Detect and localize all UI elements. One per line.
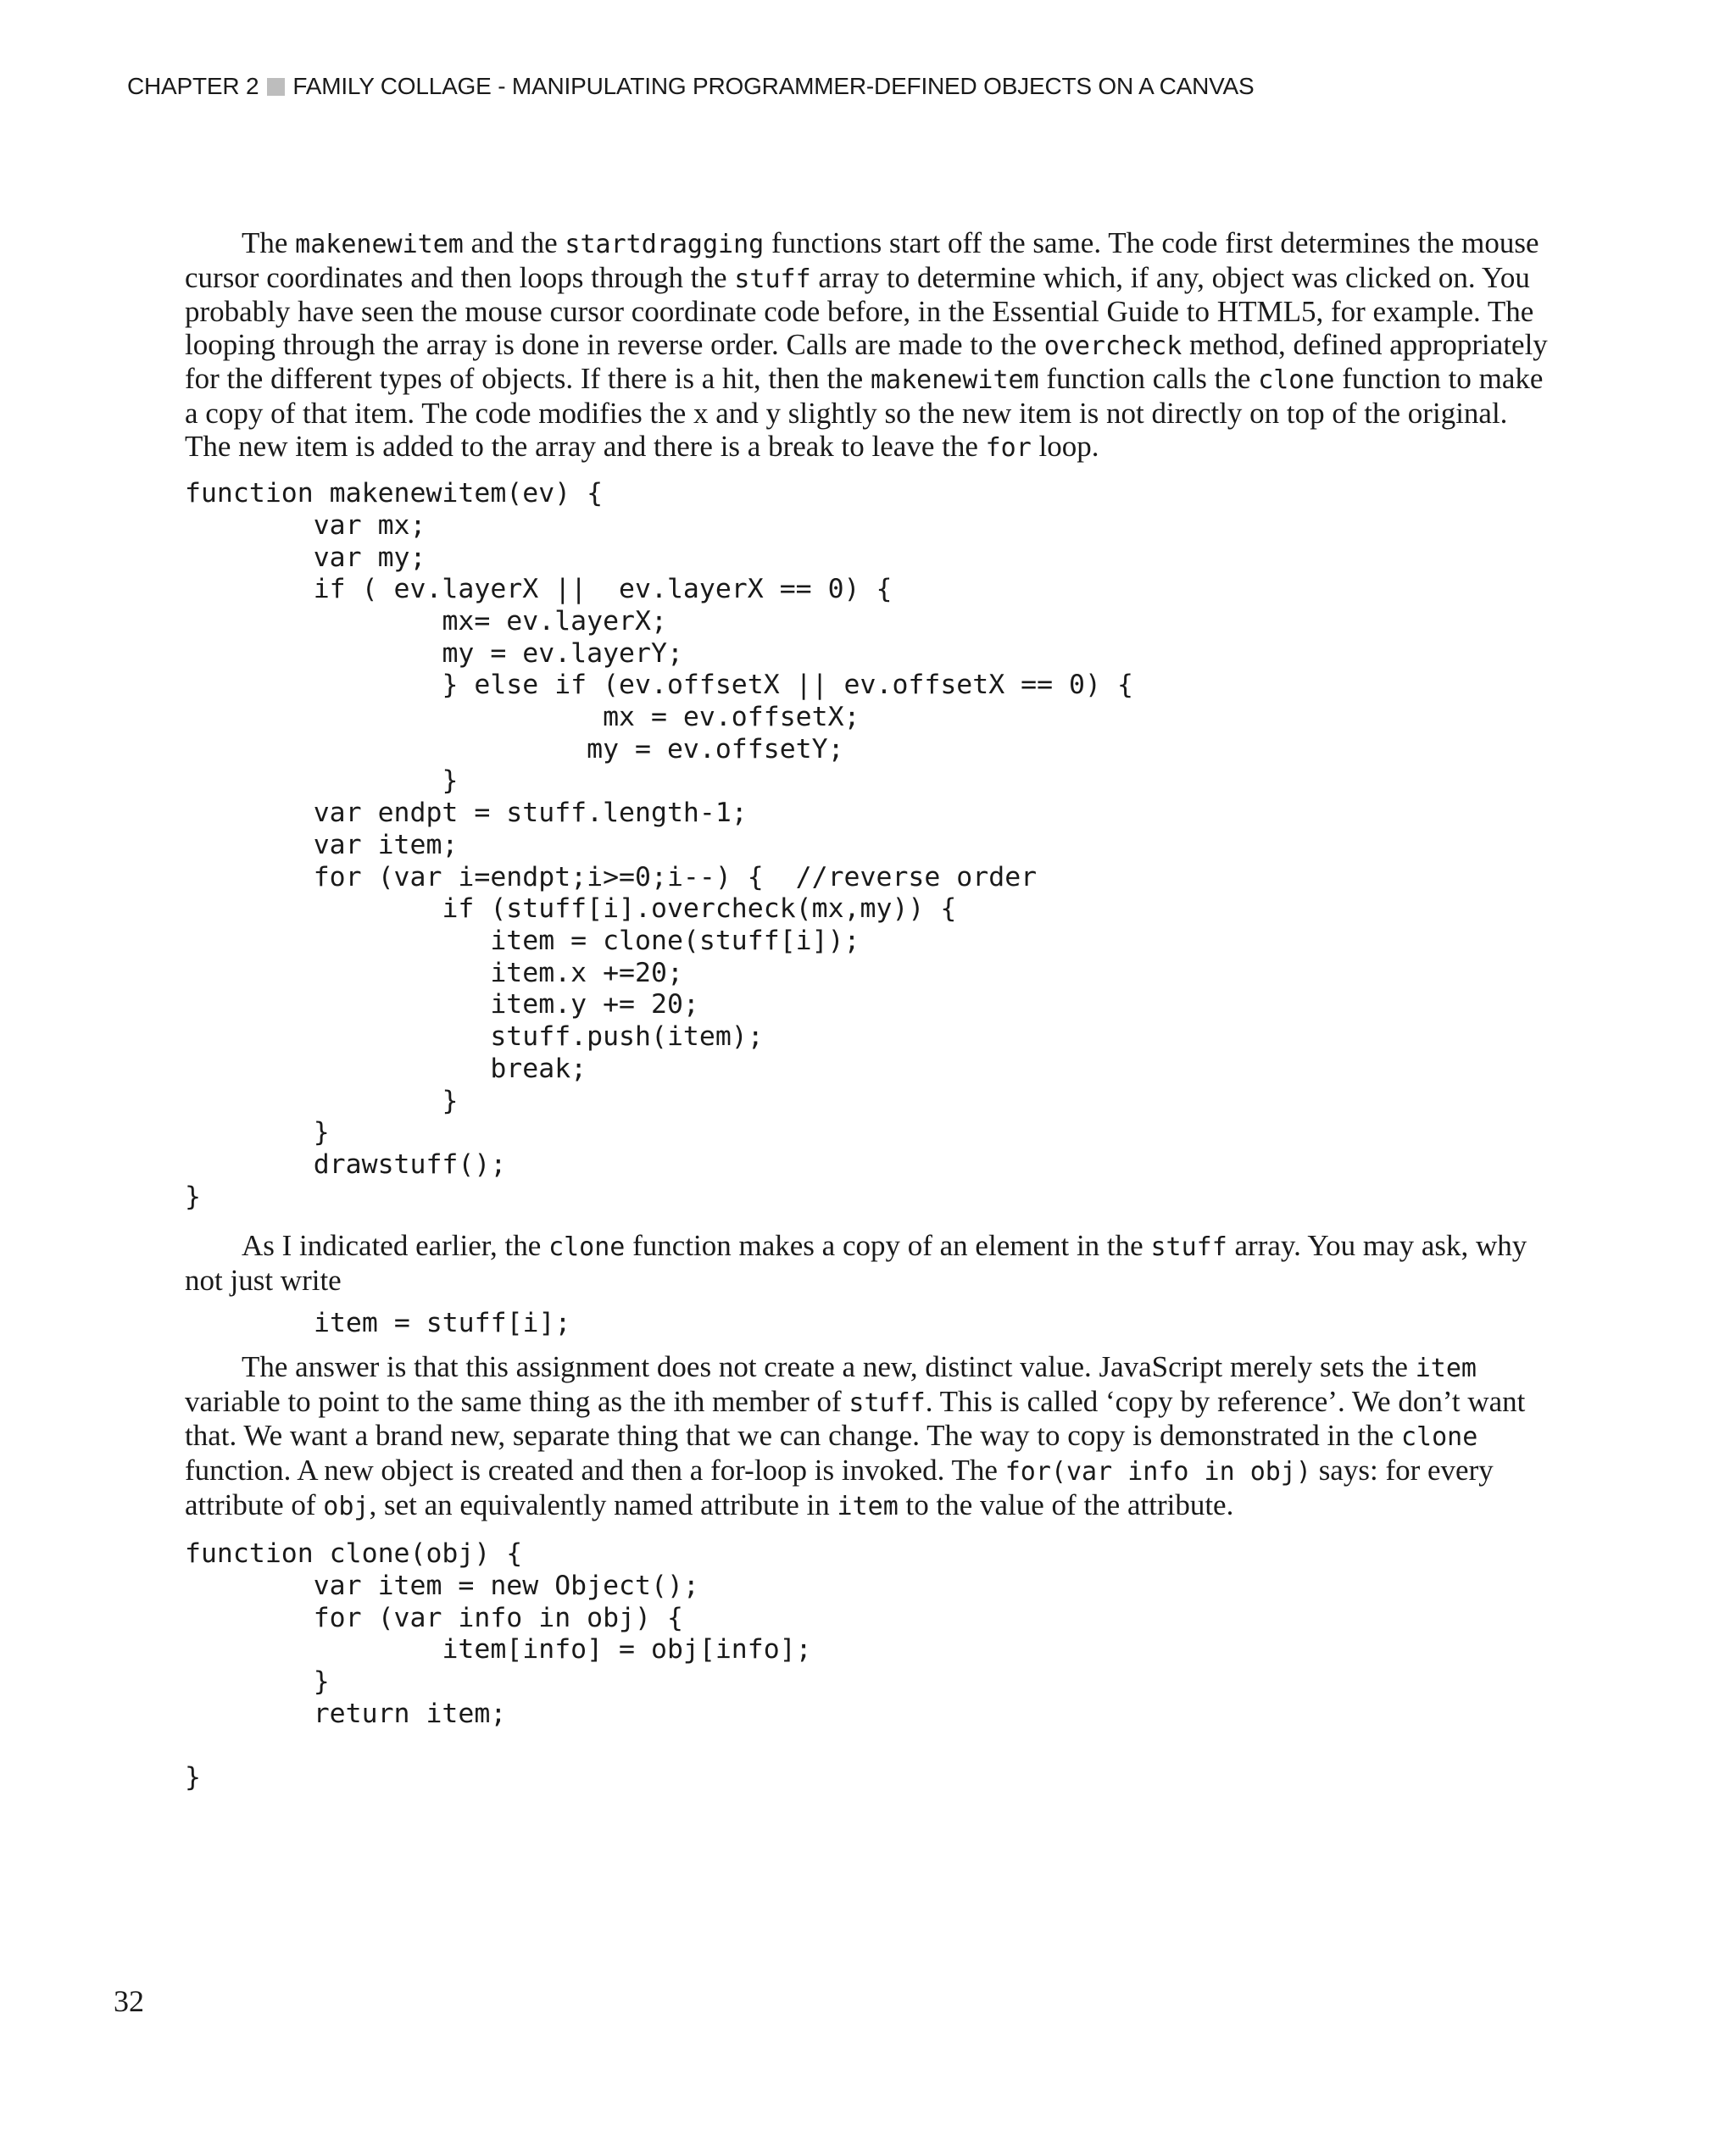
paragraph-makenewitem-explanation — [185, 227, 1551, 464]
text-run: function calls the — [1038, 362, 1259, 396]
text-run: method, defined appropriately for the different types of objects. If there is a hit, then the — [185, 327, 1548, 396]
text-run: function to make a copy of that item. The code modifies the x and y slightly so the new item is not directly on top of the original. The new item is added to the array and there is a break to leave the — [185, 362, 1544, 463]
inline-code: makenewitem — [870, 365, 1039, 396]
inline-code: clone — [1400, 1422, 1478, 1453]
text-run: functions start off the same. The code first determines the mouse cursor coordinates and then loops through the — [185, 226, 1539, 294]
chapter-title: FAMILY COLLAGE - MANIPULATING PROGRAMMER-DEFINED OBJECTS ON A CANVAS — [292, 73, 1255, 99]
text-run: array to determine which, if any, object was clicked on. You probably have seen the mouse cursor coordinate code before, in the Essential Guide to HTML5, for example. The looping through the array is done in reverse order. Calls are made to the — [185, 260, 1534, 361]
chapter-label: CHAPTER 2 — [127, 73, 259, 99]
text-run: and the — [463, 226, 565, 259]
code-listing-makenewitem: function makenewitem(ev) { var mx; var my; if ( ev.layerX || ev.layerX == 0) { mx= ev.layerX; my = ev.layerY; } else if (ev.offsetX || ev.offsetX == 0) { mx = ev.offsetX; my = ev.offsetY; } var endpt = stuff.length-1; var item; for (var i=endpt;i>=0;i--) { //reverse order if (stuff[i].overcheck(mx,my)) { item = clone(stuff[i]); item.x +=20; item.y += 20; stuff.push(item); break; } } drawstuff(); } — [185, 478, 1133, 1212]
text-run: . This is called ‘copy by reference’. We don’t want that. We want a brand new, separate thing that we can change. The way to copy is demonstrated in the — [185, 1384, 1526, 1453]
text-run: The answer is that this assignment does not create a new, distinct value. JavaScript merely sets the — [242, 1350, 1416, 1384]
inline-code: stuff — [1150, 1232, 1227, 1263]
inline-code: item — [837, 1491, 899, 1521]
inline-code: for(var info in obj) — [1004, 1457, 1311, 1487]
inline-code: overcheck — [1043, 331, 1182, 361]
header-separator-square-icon — [267, 78, 285, 96]
text-run: The — [242, 226, 296, 259]
inline-code: startdragging — [565, 230, 765, 259]
inline-code: for — [985, 432, 1032, 463]
text-run: to the value of the attribute. — [898, 1488, 1234, 1521]
inline-code: stuff — [734, 264, 811, 294]
paragraph-copy-by-reference — [185, 1351, 1551, 1523]
code-snippet-assignment: item = stuff[i]; — [314, 1307, 571, 1338]
code-listing-clone: function clone(obj) { var item = new Object(); for (var info in obj) { item[info] = obj[info]; } return item; } — [185, 1538, 812, 1793]
inline-code: clone — [548, 1232, 626, 1263]
paragraph-clone-question — [185, 1230, 1551, 1297]
text-run: says: for every attribute of — [185, 1454, 1494, 1521]
page-number: 32 — [114, 1984, 144, 2018]
text-run: function. A new object is created and then a for-loop is invoked. The — [185, 1454, 1005, 1487]
text-run: variable to point to the same thing as the ith member of — [185, 1384, 849, 1418]
text-run: loop. — [1031, 429, 1099, 463]
inline-code: clone — [1258, 365, 1335, 396]
inline-code: obj — [323, 1491, 370, 1521]
text-run: array. You may ask, why not just write — [185, 1229, 1527, 1297]
running-header — [127, 73, 1254, 100]
inline-code: makenewitem — [295, 230, 464, 259]
text-run: function makes a copy of an element in the — [625, 1229, 1151, 1263]
inline-code: stuff — [849, 1387, 926, 1418]
text-run: , set an equivalently named attribute in — [369, 1488, 837, 1521]
inline-code: item — [1415, 1354, 1477, 1384]
page-body — [185, 227, 1551, 1794]
text-run: As I indicated earlier, the — [242, 1229, 549, 1263]
